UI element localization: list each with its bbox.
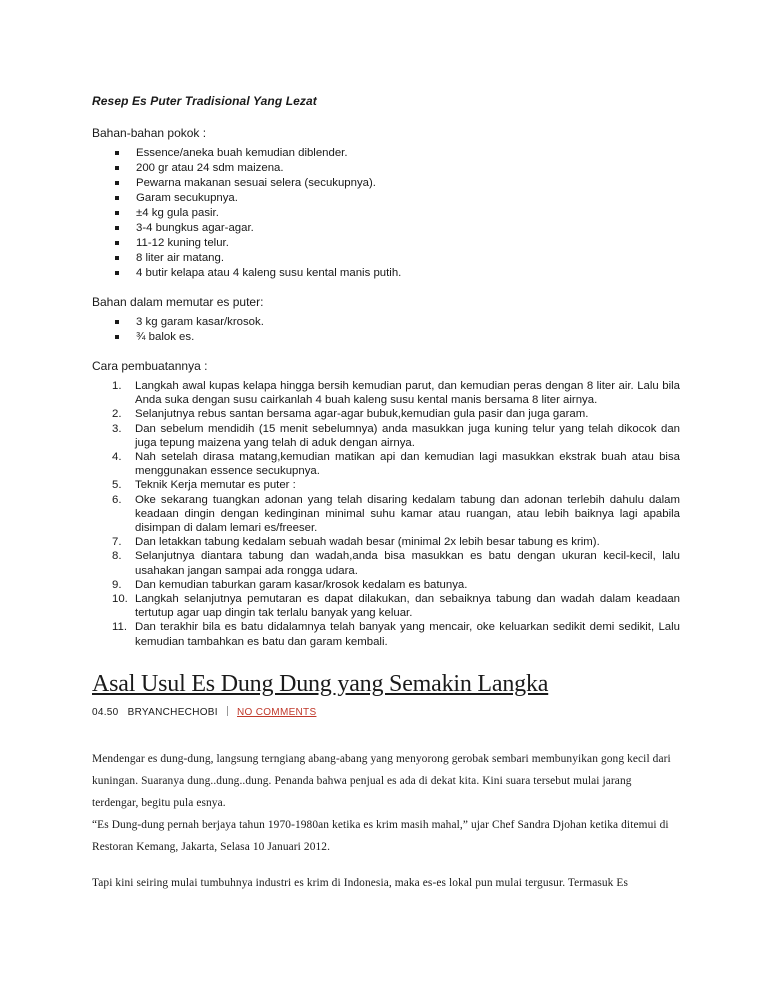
list-item: 8 liter air matang. (114, 251, 680, 266)
post-author[interactable]: BRYANCHECHOBI (127, 706, 218, 718)
post-body (92, 748, 680, 894)
list-item: 2. Selanjutnya rebus santan bersama agar-agar bubuk,kemudian gula pasir dan juga garam. (112, 408, 589, 421)
list-item: 4 butir kelapa atau 4 kaleng susu kental manis putih. (114, 266, 680, 281)
list-item: 200 gr atau 24 sdm maizena. (114, 161, 680, 176)
churning-list (92, 315, 680, 345)
list-item: 3. Dan sebelum mendidih (15 menit sebelumnya) anda masukkan juga kuning telur yang telah dikocok dan juga tepung maizena yang telah di aduk dengan airnya. (112, 422, 680, 449)
churning-label: Bahan dalam memutar es puter: (92, 295, 264, 309)
recipe-title: Resep Es Puter Tradisional Yang Lezat (92, 94, 317, 108)
list-item: Essence/aneka buah kemudian diblender. (114, 146, 680, 161)
list-item: Garam secukupnya. (114, 191, 680, 206)
post-meta (92, 706, 680, 718)
post-paragraph: Tapi kini seiring mulai tumbuhnya industri es krim di Indonesia, maka es-es lokal pun mulai tergusur. Termasuk Es (92, 876, 629, 889)
list-item: Pewarna makanan sesuai selera (secukupnya). (114, 176, 680, 191)
ingredients-label: Bahan-bahan pokok : (92, 126, 207, 140)
list-item: 4. Nah setelah dirasa matang,kemudian matikan api dan kemudian lagi masukkan ekstrak buah atau bisa menggunakan essence secukupnya. (112, 451, 680, 478)
list-item: 3-4 bungkus agar-agar. (114, 221, 680, 236)
list-item: 6. Oke sekarang tuangkan adonan yang telah disaring kedalam tabung dan adonan terlebih dahulu dalam keadaan dingin dengan kedinginan minimal suhu kamar atau ruangan, atau lebih baiknya lagi apabila disimpan di dalam lemari es/freeser. (112, 493, 680, 535)
comments-link[interactable]: NO COMMENTS (237, 706, 317, 718)
list-item: 11. Dan terakhir bila es batu didalamnya telah banyak yang mencair, oke keluarkan sedikit demi sedikit, Lalu kemudian tambahkan es batu dan garam kembali. (112, 621, 680, 648)
list-item: 1. Langkah awal kupas kelapa hingga bersih kemudian parut, dan kemudian peras dengan 8 liter air. Lalu bila Anda suka dengan susu cairkanlah 4 buah kaleng susu kental manis bersama 8 liter airnya. (112, 380, 680, 407)
list-item: 7. Dan letakkan tabung kedalam sebuah wadah besar (minimal 2x lebih besar tabung es krim). (112, 536, 600, 549)
meta-divider (227, 706, 228, 716)
list-item: 10. Langkah selanjutnya pemutaran es dapat dilakukan, dan sebaiknya tabung dan wadah dalam keadaan tertutup agar uap dingin tak terlalu banyak yang keluar. (112, 593, 680, 620)
list-item: 3 kg garam kasar/krosok. (114, 315, 680, 330)
list-item: 8. Selanjutnya diantara tabung dan wadah,anda bisa masukkan es batu dengan ukuran kecil-kecil, lalu usahakan jangan sampai ada rongga udara. (112, 550, 680, 577)
list-item: 5. Teknik Kerja memutar es puter : (112, 479, 296, 492)
post-time: 04.50 (92, 706, 119, 718)
method-label: Cara pembuatannya : (92, 359, 208, 373)
method-steps (92, 379, 680, 649)
list-item: ±4 kg gula pasir. (114, 206, 680, 221)
list-item: 9. Dan kemudian taburkan garam kasar/krosok kedalam es batunya. (112, 578, 468, 591)
post-paragraph: “Es Dung-dung pernah berjaya tahun 1970-1980an ketika es krim masih mahal,” ujar Chef Sandra Djohan ketika ditemui di Restoran Kemang, Jakarta, Selasa 10 Januari 2012. (92, 818, 669, 853)
post-paragraph: Mendengar es dung-dung, langsung terngiang abang-abang yang menyorong gerobak sembari membunyikan gong kecil dari kuningan. Suaranya dung..dung..dung. Penanda bahwa penjual es ada di dekat kita. Kini suara tersebut mulai jarang terdengar, begitu pula esnya. (92, 752, 671, 809)
ingredients-list (92, 146, 680, 281)
document-content (92, 94, 680, 894)
post-title[interactable]: Asal Usul Es Dung Dung yang Semakin Langka (92, 670, 549, 697)
list-item: 11-12 kuning telur. (114, 236, 680, 251)
list-item: ¾ balok es. (114, 330, 680, 345)
